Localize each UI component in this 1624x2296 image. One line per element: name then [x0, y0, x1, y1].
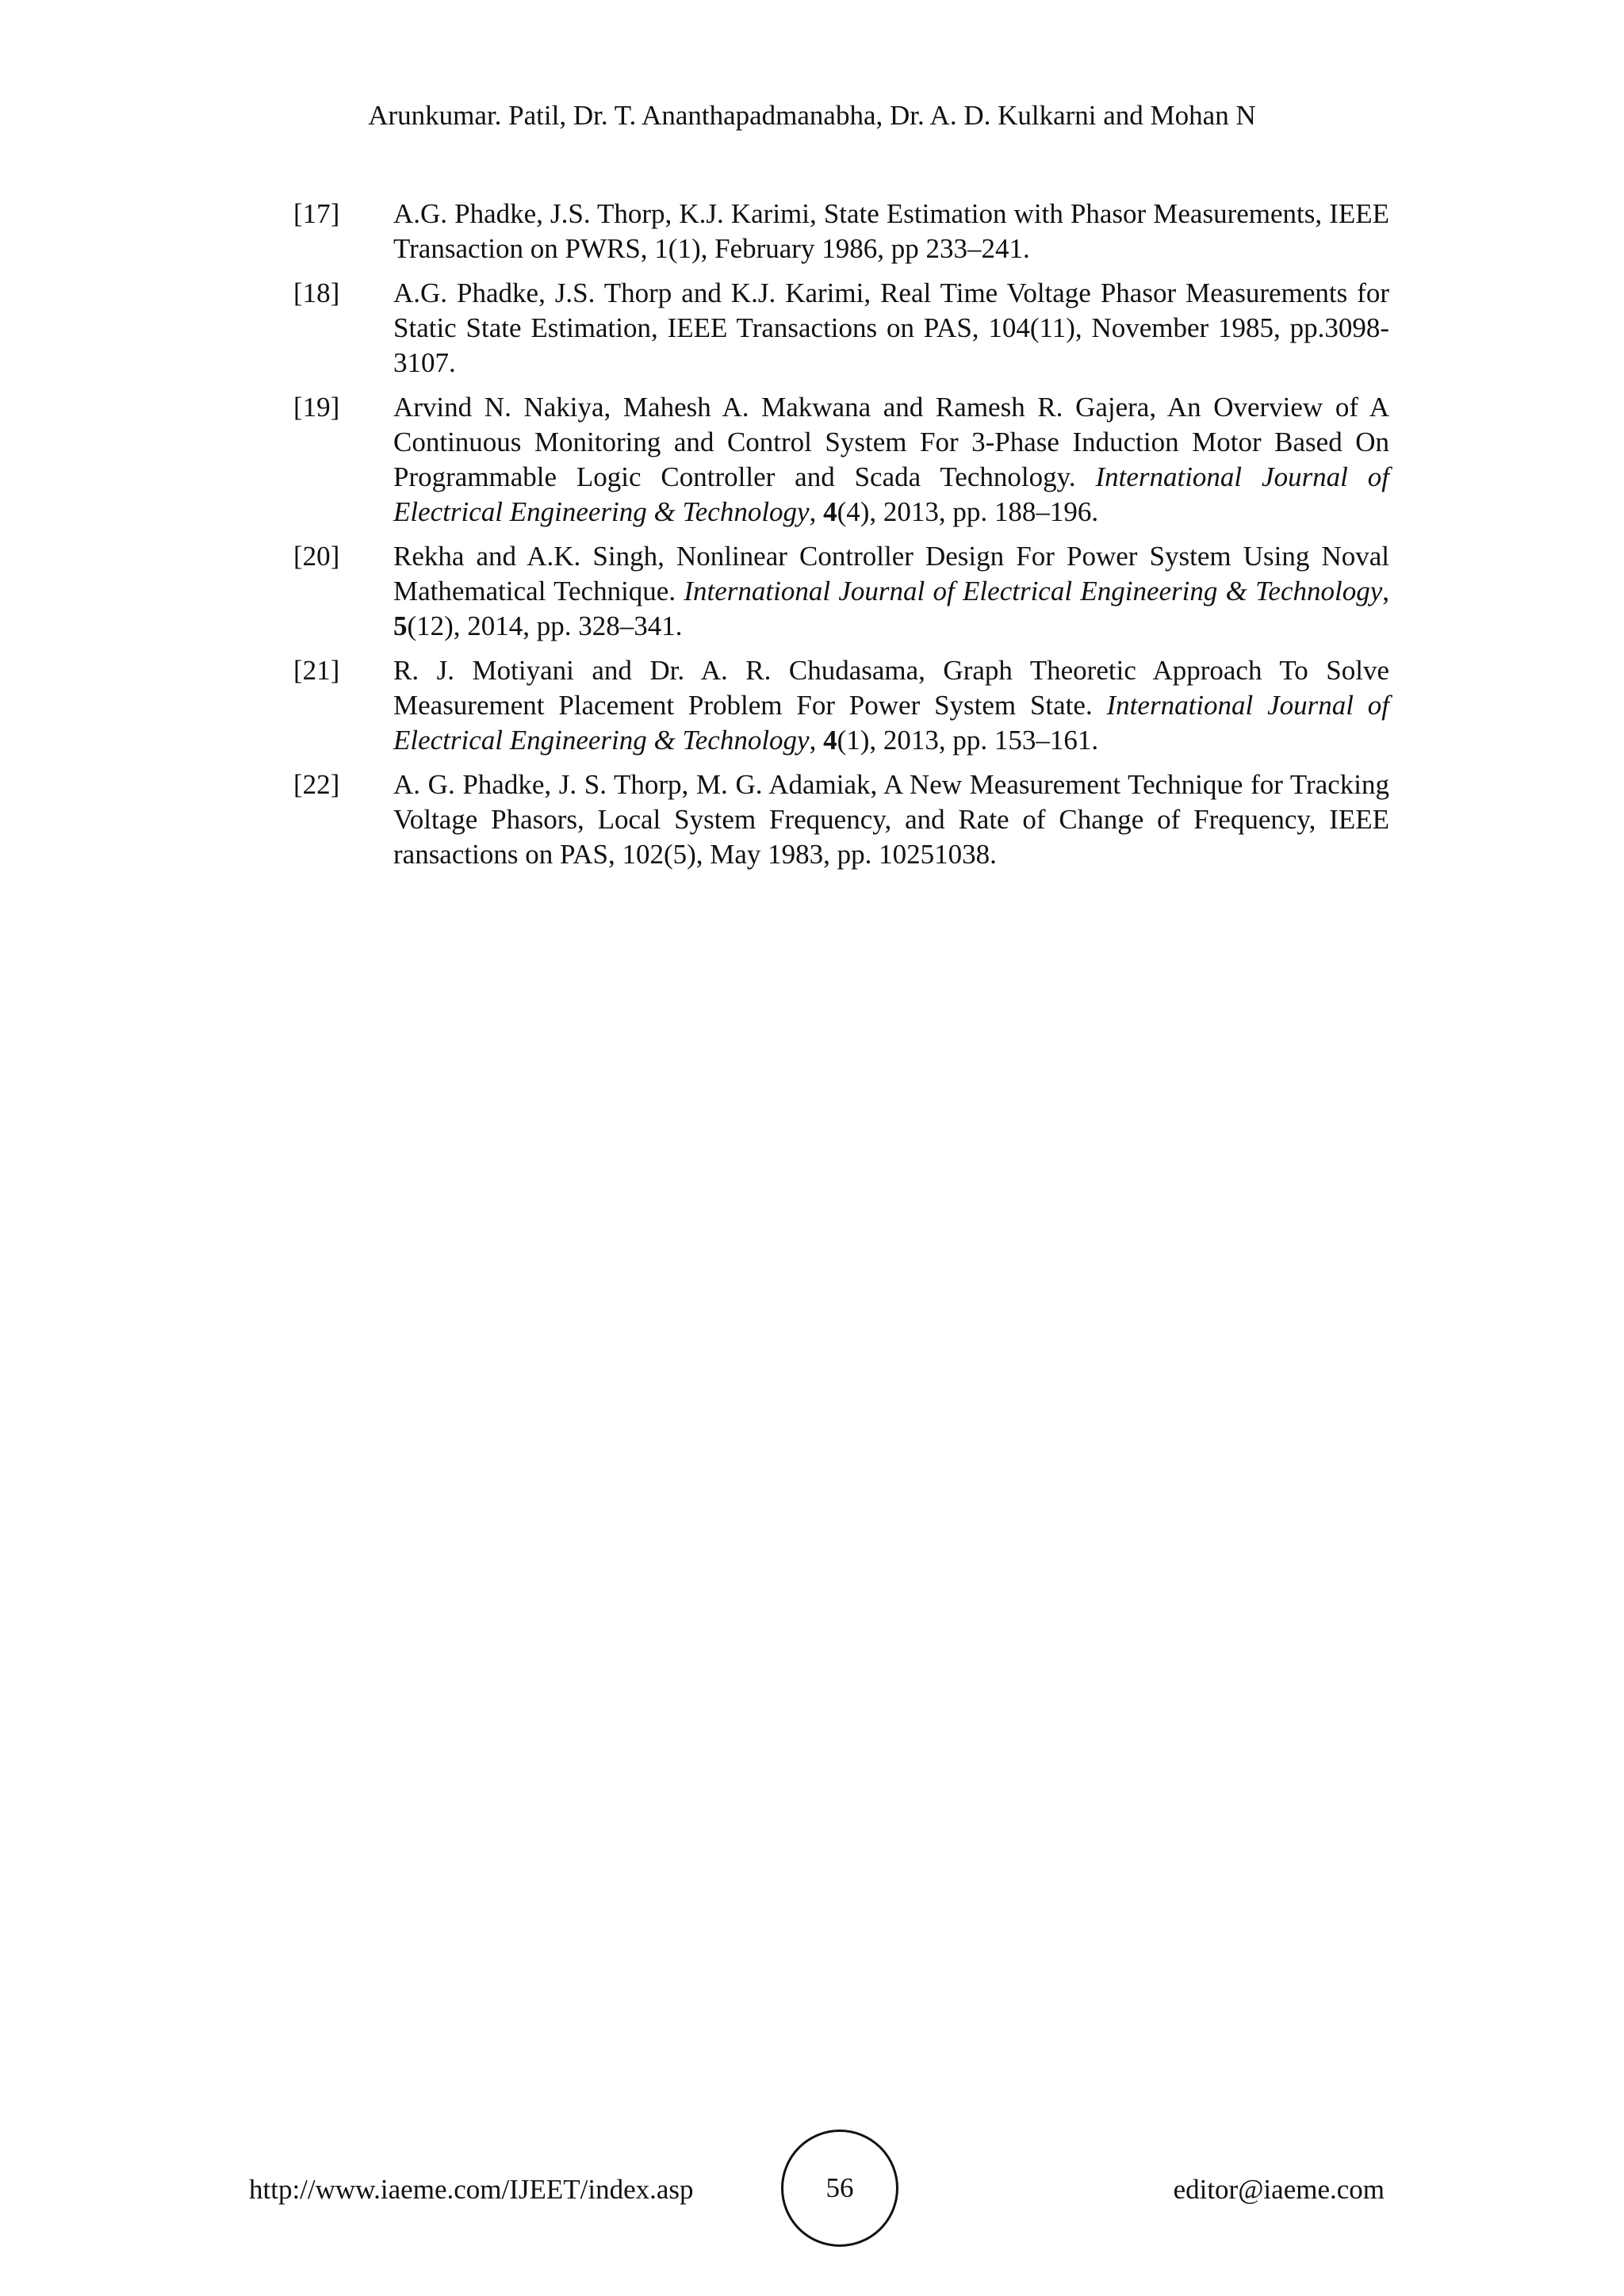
journal-name: International Journal of Electrical Engineering & Technology [684, 576, 1383, 607]
reference-rest: (4), 2013, pp. 188–196. [837, 496, 1099, 527]
reference-text: Rekha and A.K. Singh, Nonlinear Controller Design For Power System Using Noval Mathematical Technique. International Journal of Electrical Engineering & Technology, 5(12), 2014, pp. 328–341. [393, 541, 1389, 641]
reference-rest: (1), 2013, pp. 153–161. [837, 725, 1099, 756]
reference-main: Arvind N. Nakiya, Mahesh A. Makwana and Ramesh R. Gajera, An Overview of A Continuous Monitoring and Control System For 3-Phase Induction Motor Based On Programmable Logic Controller and Scada Technology. [393, 392, 1389, 492]
reference-text: A.G. Phadke, J.S. Thorp and K.J. Karimi, Real Time Voltage Phasor Measurements for Static State Estimation, IEEE Transactions on PAS, 104(11), November 1985, pp.3098-3107. [393, 277, 1389, 378]
reference-text: A. G. Phadke, J. S. Thorp, M. G. Adamiak, A New Measurement Technique for Tracking Voltage Phasors, Local System Frequency, and Rate of Change of Frequency, IEEE ransactions on PAS, 102(5), May 1983, pp. 10251038. [393, 769, 1389, 870]
journal-volume: 4 [823, 496, 837, 527]
running-header: Arunkumar. Patil, Dr. T. Ananthapadmanabha, Dr. A. D. Kulkarni and Mohan N [368, 100, 1256, 131]
reference-main: R. J. Motiyani and Dr. A. R. Chudasama, Graph Theoretic Approach To Solve Measurement Placement Problem For Power System State. [393, 655, 1389, 721]
reference-number: [19] [293, 392, 340, 423]
reference-item-22 [293, 767, 1389, 872]
reference-item-21 [293, 653, 1389, 758]
reference-number: [17] [293, 198, 340, 229]
reference-text: Arvind N. Nakiya, Mahesh A. Makwana and Ramesh R. Gajera, An Overview of A Continuous Monitoring and Control System For 3-Phase Induction Motor Based On Programmable Logic Controller and Scada Technology. International Journal of Electrical Engineering & Technology, 4(4), 2013, pp. 188–196. [393, 392, 1390, 527]
reference-item-18 [293, 276, 1389, 381]
reference-item-17 [293, 197, 1389, 266]
reference-number: [21] [293, 655, 340, 686]
reference-number: [18] [293, 277, 340, 308]
journal-name: International Journal of Electrical Engineering & Technology [393, 461, 1390, 527]
page-footer [0, 2130, 1624, 2248]
page-number-circle [781, 2130, 898, 2247]
journal-volume: 5 [393, 610, 408, 641]
reference-number: [20] [293, 541, 340, 572]
reference-main: Rekha and A.K. Singh, Nonlinear Controller Design For Power System Using Noval Mathematical Technique. [393, 541, 1389, 607]
reference-item-20 [293, 539, 1389, 644]
journal-volume: 4 [823, 725, 837, 756]
reference-list [293, 197, 1389, 882]
reference-rest: (12), 2014, pp. 328–341. [407, 610, 683, 641]
page-number: 56 [825, 2172, 854, 2203]
footer-email-link[interactable]: editor@iaeme.com [1173, 2174, 1385, 2205]
reference-item-19 [293, 390, 1389, 530]
footer-url-link[interactable]: http://www.iaeme.com/IJEET/index.asp [249, 2174, 694, 2205]
journal-name: International Journal of Electrical Engineering & Technology [393, 690, 1390, 756]
reference-number: [22] [293, 769, 340, 800]
reference-text: R. J. Motiyani and Dr. A. R. Chudasama, Graph Theoretic Approach To Solve Measurement Placement Problem For Power System State. International Journal of Electrical Engineering & Technology, 4(1), 2013, pp. 153–161. [393, 655, 1390, 756]
reference-text: A.G. Phadke, J.S. Thorp, K.J. Karimi, State Estimation with Phasor Measurements, IEEE Transaction on PWRS, 1(1), February 1986, pp 233–241. [393, 198, 1389, 264]
